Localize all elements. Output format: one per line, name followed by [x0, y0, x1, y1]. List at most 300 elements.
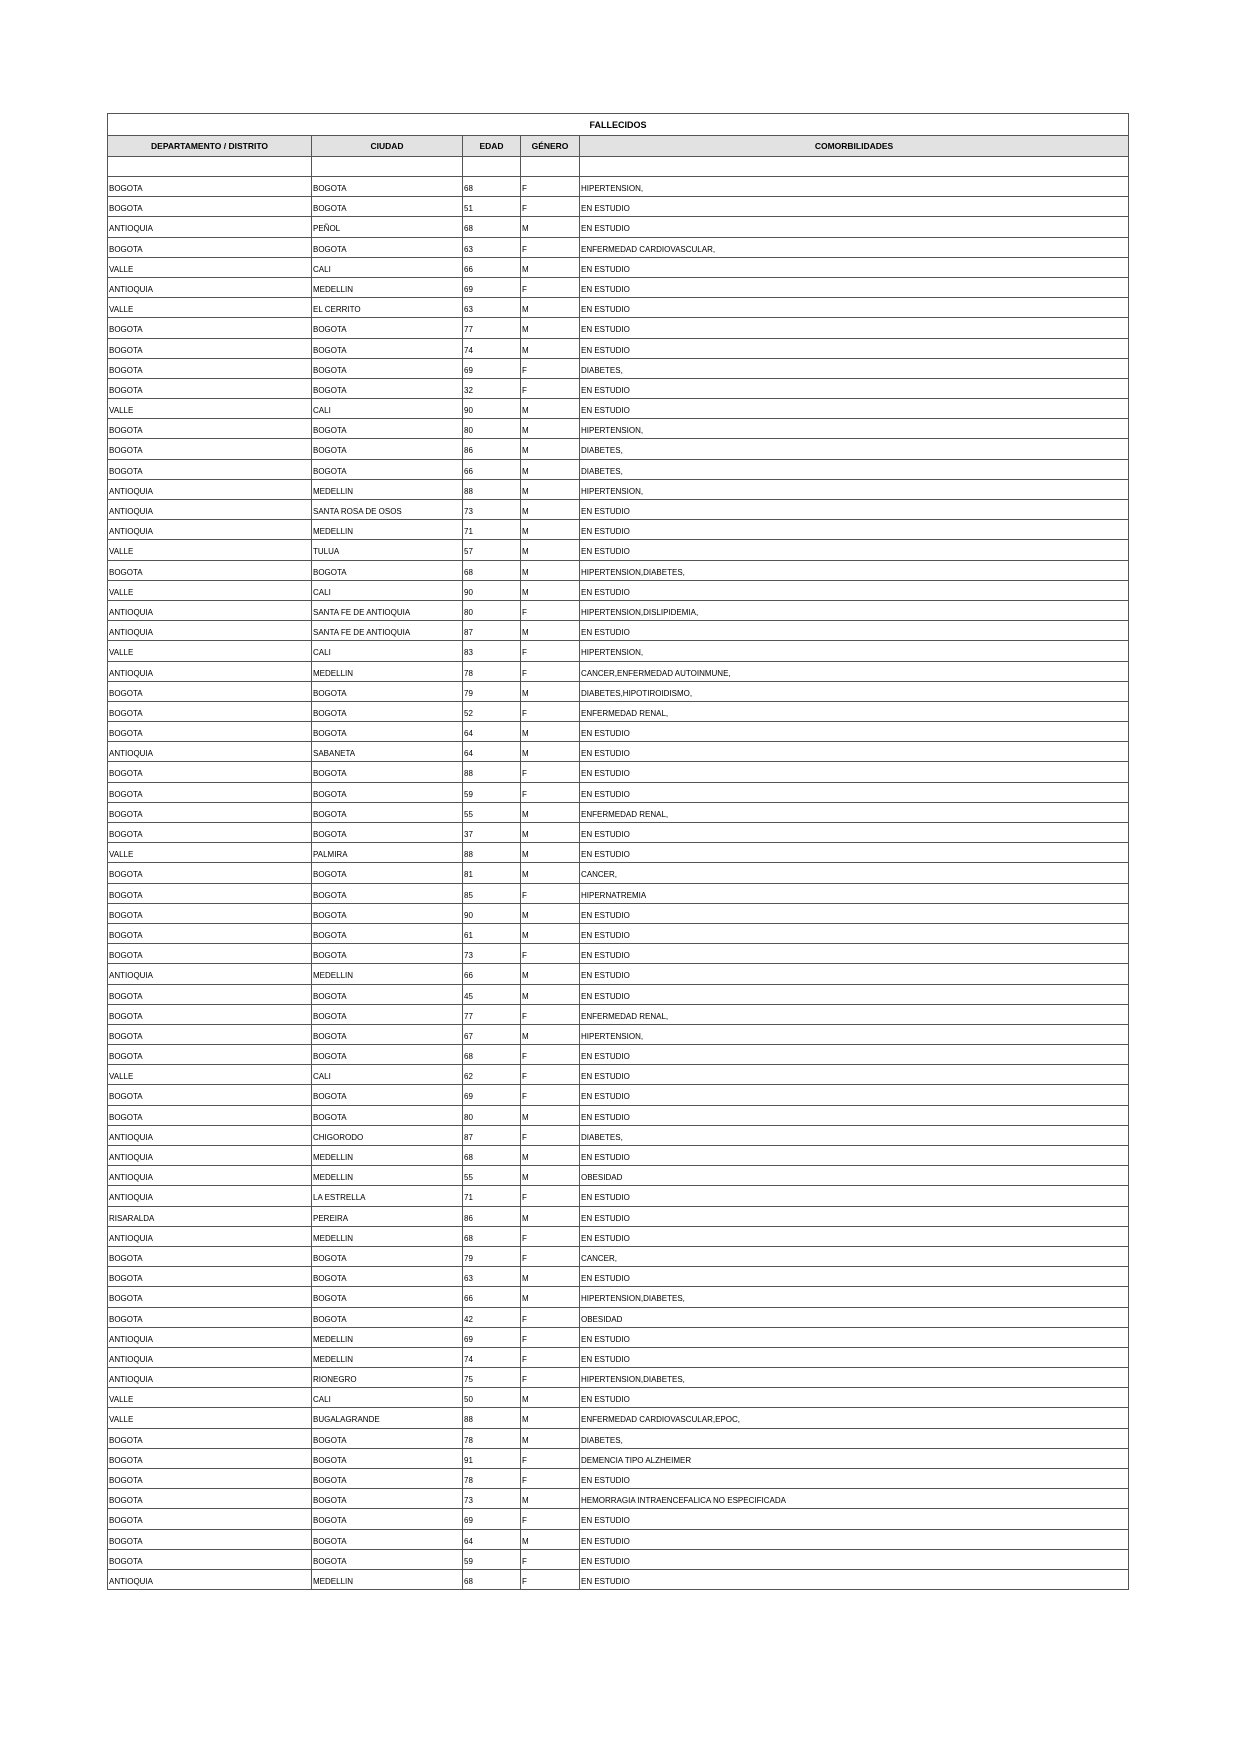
cell-genero: M	[521, 964, 580, 984]
cell-comorbilidades: EN ESTUDIO	[580, 580, 1129, 600]
cell-edad: 77	[463, 318, 521, 338]
table-row	[108, 298, 1129, 318]
cell-edad: 88	[463, 479, 521, 499]
spacer-cell	[312, 157, 463, 177]
cell-edad: 75	[463, 1368, 521, 1388]
cell-comorbilidades: EN ESTUDIO	[580, 1267, 1129, 1287]
cell-edad: 62	[463, 1065, 521, 1085]
cell-edad: 63	[463, 1267, 521, 1287]
cell-ciudad: MEDELLIN	[312, 964, 463, 984]
cell-edad: 80	[463, 419, 521, 439]
table-row	[108, 1004, 1129, 1024]
cell-genero: F	[521, 762, 580, 782]
table-row	[108, 1125, 1129, 1145]
cell-edad: 51	[463, 197, 521, 217]
cell-ciudad: MEDELLIN	[312, 1146, 463, 1166]
cell-departamento: ANTIOQUIA	[108, 500, 312, 520]
cell-departamento: BOGOTA	[108, 701, 312, 721]
cell-edad: 88	[463, 843, 521, 863]
cell-ciudad: BOGOTA	[312, 1105, 463, 1125]
cell-ciudad: PEÑOL	[312, 217, 463, 237]
cell-ciudad: BOGOTA	[312, 1428, 463, 1448]
cell-comorbilidades: EN ESTUDIO	[580, 762, 1129, 782]
cell-departamento: BOGOTA	[108, 1529, 312, 1549]
cell-genero: M	[521, 802, 580, 822]
cell-comorbilidades: EN ESTUDIO	[580, 1065, 1129, 1085]
cell-edad: 68	[463, 1045, 521, 1065]
cell-genero: M	[521, 419, 580, 439]
cell-edad: 37	[463, 823, 521, 843]
cell-genero: F	[521, 358, 580, 378]
cell-comorbilidades: HIPERTENSION,	[580, 641, 1129, 661]
cell-departamento: VALLE	[108, 298, 312, 318]
table-row	[108, 318, 1129, 338]
table-row	[108, 1045, 1129, 1065]
cell-edad: 42	[463, 1307, 521, 1327]
cell-genero: M	[521, 1408, 580, 1428]
cell-genero: F	[521, 1368, 580, 1388]
table-row	[108, 701, 1129, 721]
table-row	[108, 338, 1129, 358]
cell-edad: 71	[463, 520, 521, 540]
cell-genero: F	[521, 1246, 580, 1266]
cell-edad: 66	[463, 257, 521, 277]
table-row	[108, 1206, 1129, 1226]
cell-genero: F	[521, 1448, 580, 1468]
table-row	[108, 1166, 1129, 1186]
cell-edad: 69	[463, 277, 521, 297]
cell-comorbilidades: EN ESTUDIO	[580, 257, 1129, 277]
cell-ciudad: BOGOTA	[312, 1469, 463, 1489]
cell-comorbilidades: EN ESTUDIO	[580, 903, 1129, 923]
cell-ciudad: BOGOTA	[312, 439, 463, 459]
table-row	[108, 1529, 1129, 1549]
cell-edad: 68	[463, 1226, 521, 1246]
cell-genero: F	[521, 378, 580, 398]
cell-genero: F	[521, 1085, 580, 1105]
cell-departamento: BOGOTA	[108, 923, 312, 943]
spacer-cell	[108, 157, 312, 177]
cell-departamento: ANTIOQUIA	[108, 520, 312, 540]
table-row	[108, 1368, 1129, 1388]
cell-departamento: VALLE	[108, 257, 312, 277]
table-row	[108, 1549, 1129, 1569]
cell-ciudad: BOGOTA	[312, 1287, 463, 1307]
cell-genero: M	[521, 580, 580, 600]
cell-edad: 90	[463, 903, 521, 923]
cell-comorbilidades: EN ESTUDIO	[580, 923, 1129, 943]
cell-ciudad: CALI	[312, 257, 463, 277]
cell-genero: M	[521, 681, 580, 701]
cell-genero: M	[521, 439, 580, 459]
cell-edad: 45	[463, 984, 521, 1004]
cell-ciudad: BOGOTA	[312, 318, 463, 338]
cell-comorbilidades: EN ESTUDIO	[580, 1327, 1129, 1347]
table-row	[108, 742, 1129, 762]
cell-genero: M	[521, 923, 580, 943]
cell-comorbilidades: EN ESTUDIO	[580, 1105, 1129, 1125]
table-row	[108, 1246, 1129, 1266]
cell-comorbilidades: ENFERMEDAD CARDIOVASCULAR,	[580, 237, 1129, 257]
table-row	[108, 964, 1129, 984]
table-row	[108, 802, 1129, 822]
cell-ciudad: BOGOTA	[312, 701, 463, 721]
cell-departamento: BOGOTA	[108, 984, 312, 1004]
cell-comorbilidades: EN ESTUDIO	[580, 1388, 1129, 1408]
table-row	[108, 1469, 1129, 1489]
cell-comorbilidades: CANCER,	[580, 1246, 1129, 1266]
cell-comorbilidades: EN ESTUDIO	[580, 217, 1129, 237]
cell-genero: M	[521, 257, 580, 277]
cell-ciudad: BOGOTA	[312, 1489, 463, 1509]
cell-departamento: BOGOTA	[108, 1287, 312, 1307]
cell-ciudad: BUGALAGRANDE	[312, 1408, 463, 1428]
cell-genero: F	[521, 1125, 580, 1145]
cell-genero: M	[521, 1166, 580, 1186]
cell-comorbilidades: HIPERTENSION,DIABETES,	[580, 560, 1129, 580]
table-row	[108, 1287, 1129, 1307]
cell-comorbilidades: HIPERTENSION,	[580, 1024, 1129, 1044]
cell-departamento: BOGOTA	[108, 823, 312, 843]
table-row	[108, 641, 1129, 661]
cell-edad: 64	[463, 1529, 521, 1549]
table-row	[108, 419, 1129, 439]
table-row	[108, 843, 1129, 863]
cell-departamento: BOGOTA	[108, 1469, 312, 1489]
cell-edad: 61	[463, 923, 521, 943]
cell-comorbilidades: EN ESTUDIO	[580, 621, 1129, 641]
cell-edad: 73	[463, 1489, 521, 1509]
cell-edad: 78	[463, 1428, 521, 1448]
cell-genero: M	[521, 479, 580, 499]
cell-genero: M	[521, 1024, 580, 1044]
cell-edad: 68	[463, 1569, 521, 1589]
cell-edad: 78	[463, 661, 521, 681]
cell-genero: M	[521, 1388, 580, 1408]
cell-edad: 66	[463, 1287, 521, 1307]
cell-departamento: BOGOTA	[108, 1428, 312, 1448]
cell-genero: M	[521, 1529, 580, 1549]
cell-departamento: VALLE	[108, 1408, 312, 1428]
cell-departamento: BOGOTA	[108, 378, 312, 398]
cell-ciudad: BOGOTA	[312, 197, 463, 217]
cell-ciudad: MEDELLIN	[312, 479, 463, 499]
cell-genero: M	[521, 459, 580, 479]
cell-genero: M	[521, 1206, 580, 1226]
cell-genero: F	[521, 197, 580, 217]
cell-departamento: VALLE	[108, 580, 312, 600]
table-row	[108, 1489, 1129, 1509]
cell-genero: M	[521, 742, 580, 762]
table-row	[108, 1569, 1129, 1589]
cell-departamento: ANTIOQUIA	[108, 1226, 312, 1246]
fallecidos-table	[107, 113, 1129, 1590]
cell-departamento: BOGOTA	[108, 1085, 312, 1105]
cell-departamento: ANTIOQUIA	[108, 1368, 312, 1388]
cell-edad: 88	[463, 1408, 521, 1428]
cell-departamento: BOGOTA	[108, 439, 312, 459]
cell-ciudad: BOGOTA	[312, 1004, 463, 1024]
table-row	[108, 217, 1129, 237]
cell-ciudad: CALI	[312, 580, 463, 600]
title-row	[108, 114, 1129, 136]
cell-edad: 67	[463, 1024, 521, 1044]
cell-genero: M	[521, 843, 580, 863]
table-row	[108, 1327, 1129, 1347]
cell-genero: F	[521, 1004, 580, 1024]
cell-comorbilidades: OBESIDAD	[580, 1166, 1129, 1186]
cell-departamento: BOGOTA	[108, 338, 312, 358]
cell-edad: 68	[463, 177, 521, 197]
cell-edad: 74	[463, 338, 521, 358]
cell-departamento: BOGOTA	[108, 722, 312, 742]
cell-ciudad: BOGOTA	[312, 1246, 463, 1266]
cell-ciudad: CALI	[312, 1065, 463, 1085]
cell-ciudad: BOGOTA	[312, 1045, 463, 1065]
cell-comorbilidades: EN ESTUDIO	[580, 1529, 1129, 1549]
cell-ciudad: BOGOTA	[312, 1085, 463, 1105]
cell-comorbilidades: EN ESTUDIO	[580, 1186, 1129, 1206]
cell-comorbilidades: EN ESTUDIO	[580, 843, 1129, 863]
cell-comorbilidades: EN ESTUDIO	[580, 197, 1129, 217]
cell-departamento: BOGOTA	[108, 802, 312, 822]
cell-departamento: BOGOTA	[108, 318, 312, 338]
cell-departamento: VALLE	[108, 1388, 312, 1408]
cell-edad: 88	[463, 762, 521, 782]
cell-comorbilidades: HIPERTENSION,	[580, 479, 1129, 499]
cell-comorbilidades: EN ESTUDIO	[580, 1469, 1129, 1489]
table-row	[108, 560, 1129, 580]
cell-edad: 74	[463, 1347, 521, 1367]
cell-edad: 64	[463, 742, 521, 762]
table-row	[108, 257, 1129, 277]
cell-comorbilidades: EN ESTUDIO	[580, 964, 1129, 984]
table-row	[108, 681, 1129, 701]
cell-departamento: BOGOTA	[108, 177, 312, 197]
spacer-cell	[463, 157, 521, 177]
cell-comorbilidades: EN ESTUDIO	[580, 1146, 1129, 1166]
cell-departamento: ANTIOQUIA	[108, 1569, 312, 1589]
cell-edad: 57	[463, 540, 521, 560]
cell-genero: M	[521, 984, 580, 1004]
cell-comorbilidades: HIPERTENSION,DISLIPIDEMIA,	[580, 600, 1129, 620]
cell-comorbilidades: DIABETES,HIPOTIROIDISMO,	[580, 681, 1129, 701]
table-row	[108, 782, 1129, 802]
cell-comorbilidades: HIPERTENSION,	[580, 177, 1129, 197]
cell-edad: 69	[463, 1085, 521, 1105]
cell-comorbilidades: EN ESTUDIO	[580, 984, 1129, 1004]
cell-comorbilidades: EN ESTUDIO	[580, 1569, 1129, 1589]
spacer-cell	[580, 157, 1129, 177]
table-row	[108, 1186, 1129, 1206]
cell-comorbilidades: EN ESTUDIO	[580, 944, 1129, 964]
cell-comorbilidades: EN ESTUDIO	[580, 500, 1129, 520]
cell-edad: 79	[463, 1246, 521, 1266]
cell-ciudad: MEDELLIN	[312, 1226, 463, 1246]
cell-genero: M	[521, 540, 580, 560]
table-row	[108, 1065, 1129, 1085]
cell-edad: 32	[463, 378, 521, 398]
cell-departamento: BOGOTA	[108, 1448, 312, 1468]
cell-edad: 86	[463, 439, 521, 459]
cell-ciudad: BOGOTA	[312, 1307, 463, 1327]
table-row	[108, 197, 1129, 217]
table-row	[108, 1105, 1129, 1125]
cell-genero: F	[521, 782, 580, 802]
cell-comorbilidades: HIPERTENSION,	[580, 419, 1129, 439]
cell-edad: 78	[463, 1469, 521, 1489]
cell-genero: F	[521, 277, 580, 297]
cell-departamento: VALLE	[108, 843, 312, 863]
cell-genero: M	[521, 1146, 580, 1166]
cell-ciudad: PALMIRA	[312, 843, 463, 863]
cell-genero: M	[521, 1428, 580, 1448]
cell-edad: 69	[463, 1327, 521, 1347]
cell-comorbilidades: EN ESTUDIO	[580, 823, 1129, 843]
cell-comorbilidades: EN ESTUDIO	[580, 1085, 1129, 1105]
table-row	[108, 823, 1129, 843]
cell-ciudad: BOGOTA	[312, 923, 463, 943]
cell-departamento: ANTIOQUIA	[108, 621, 312, 641]
cell-edad: 50	[463, 1388, 521, 1408]
cell-genero: M	[521, 298, 580, 318]
cell-departamento: ANTIOQUIA	[108, 479, 312, 499]
cell-edad: 66	[463, 964, 521, 984]
cell-genero: F	[521, 1065, 580, 1085]
cell-comorbilidades: EN ESTUDIO	[580, 722, 1129, 742]
table-row	[108, 1347, 1129, 1367]
cell-departamento: BOGOTA	[108, 1004, 312, 1024]
cell-departamento: RISARALDA	[108, 1206, 312, 1226]
cell-departamento: BOGOTA	[108, 419, 312, 439]
table-row	[108, 399, 1129, 419]
cell-comorbilidades: DIABETES,	[580, 1125, 1129, 1145]
cell-genero: F	[521, 1186, 580, 1206]
table-row	[108, 177, 1129, 197]
cell-genero: M	[521, 217, 580, 237]
cell-edad: 71	[463, 1186, 521, 1206]
cell-edad: 79	[463, 681, 521, 701]
cell-departamento: BOGOTA	[108, 782, 312, 802]
table-row	[108, 1085, 1129, 1105]
cell-comorbilidades: EN ESTUDIO	[580, 1509, 1129, 1529]
table-row	[108, 1509, 1129, 1529]
cell-ciudad: BOGOTA	[312, 782, 463, 802]
cell-departamento: BOGOTA	[108, 762, 312, 782]
cell-comorbilidades: ENFERMEDAD RENAL,	[580, 1004, 1129, 1024]
cell-departamento: BOGOTA	[108, 944, 312, 964]
cell-comorbilidades: HIPERNATREMIA	[580, 883, 1129, 903]
cell-ciudad: PEREIRA	[312, 1206, 463, 1226]
cell-departamento: BOGOTA	[108, 1246, 312, 1266]
table-row	[108, 358, 1129, 378]
cell-ciudad: SANTA ROSA DE OSOS	[312, 500, 463, 520]
cell-genero: M	[521, 520, 580, 540]
table-row	[108, 277, 1129, 297]
cell-edad: 85	[463, 883, 521, 903]
cell-edad: 86	[463, 1206, 521, 1226]
cell-edad: 52	[463, 701, 521, 721]
cell-genero: F	[521, 641, 580, 661]
cell-comorbilidades: CANCER,ENFERMEDAD AUTOINMUNE,	[580, 661, 1129, 681]
table-row	[108, 459, 1129, 479]
cell-genero: M	[521, 1267, 580, 1287]
cell-ciudad: RIONEGRO	[312, 1368, 463, 1388]
cell-comorbilidades: DIABETES,	[580, 439, 1129, 459]
table-row	[108, 439, 1129, 459]
cell-comorbilidades: OBESIDAD	[580, 1307, 1129, 1327]
table-title: FALLECIDOS	[108, 114, 1129, 136]
cell-comorbilidades: EN ESTUDIO	[580, 378, 1129, 398]
cell-departamento: VALLE	[108, 399, 312, 419]
cell-ciudad: BOGOTA	[312, 459, 463, 479]
table-row	[108, 1146, 1129, 1166]
cell-ciudad: CALI	[312, 399, 463, 419]
cell-edad: 68	[463, 560, 521, 580]
cell-edad: 63	[463, 298, 521, 318]
header-departamento: DEPARTAMENTO / DISTRITO	[108, 136, 312, 157]
header-edad: EDAD	[463, 136, 521, 157]
cell-departamento: ANTIOQUIA	[108, 1327, 312, 1347]
table-row	[108, 1408, 1129, 1428]
cell-comorbilidades: EN ESTUDIO	[580, 742, 1129, 762]
cell-comorbilidades: DEMENCIA TIPO ALZHEIMER	[580, 1448, 1129, 1468]
table-row	[108, 762, 1129, 782]
cell-ciudad: EL CERRITO	[312, 298, 463, 318]
cell-departamento: BOGOTA	[108, 1024, 312, 1044]
cell-genero: F	[521, 600, 580, 620]
cell-comorbilidades: ENFERMEDAD RENAL,	[580, 701, 1129, 721]
cell-ciudad: BOGOTA	[312, 944, 463, 964]
table-body	[108, 177, 1129, 1590]
cell-edad: 59	[463, 782, 521, 802]
cell-genero: F	[521, 701, 580, 721]
table-row	[108, 600, 1129, 620]
cell-comorbilidades: EN ESTUDIO	[580, 1045, 1129, 1065]
cell-departamento: VALLE	[108, 540, 312, 560]
table-row	[108, 1267, 1129, 1287]
cell-departamento: ANTIOQUIA	[108, 1347, 312, 1367]
cell-ciudad: BOGOTA	[312, 1448, 463, 1468]
cell-ciudad: CHIGORODO	[312, 1125, 463, 1145]
cell-departamento: ANTIOQUIA	[108, 1166, 312, 1186]
cell-departamento: BOGOTA	[108, 1267, 312, 1287]
cell-ciudad: BOGOTA	[312, 1529, 463, 1549]
table-row	[108, 1024, 1129, 1044]
table-row	[108, 479, 1129, 499]
table-row	[108, 661, 1129, 681]
cell-ciudad: BOGOTA	[312, 1024, 463, 1044]
cell-comorbilidades: EN ESTUDIO	[580, 782, 1129, 802]
cell-comorbilidades: EN ESTUDIO	[580, 338, 1129, 358]
cell-genero: M	[521, 863, 580, 883]
cell-ciudad: BOGOTA	[312, 883, 463, 903]
cell-comorbilidades: ENFERMEDAD CARDIOVASCULAR,EPOC,	[580, 1408, 1129, 1428]
cell-edad: 73	[463, 500, 521, 520]
cell-genero: F	[521, 661, 580, 681]
spacer-row	[108, 157, 1129, 177]
cell-ciudad: BOGOTA	[312, 1509, 463, 1529]
cell-ciudad: BOGOTA	[312, 1267, 463, 1287]
table-row	[108, 944, 1129, 964]
cell-comorbilidades: DIABETES,	[580, 1428, 1129, 1448]
table-row	[108, 722, 1129, 742]
table-row	[108, 903, 1129, 923]
cell-ciudad: MEDELLIN	[312, 1347, 463, 1367]
cell-genero: M	[521, 1105, 580, 1125]
table-row	[108, 1428, 1129, 1448]
table-row	[108, 237, 1129, 257]
